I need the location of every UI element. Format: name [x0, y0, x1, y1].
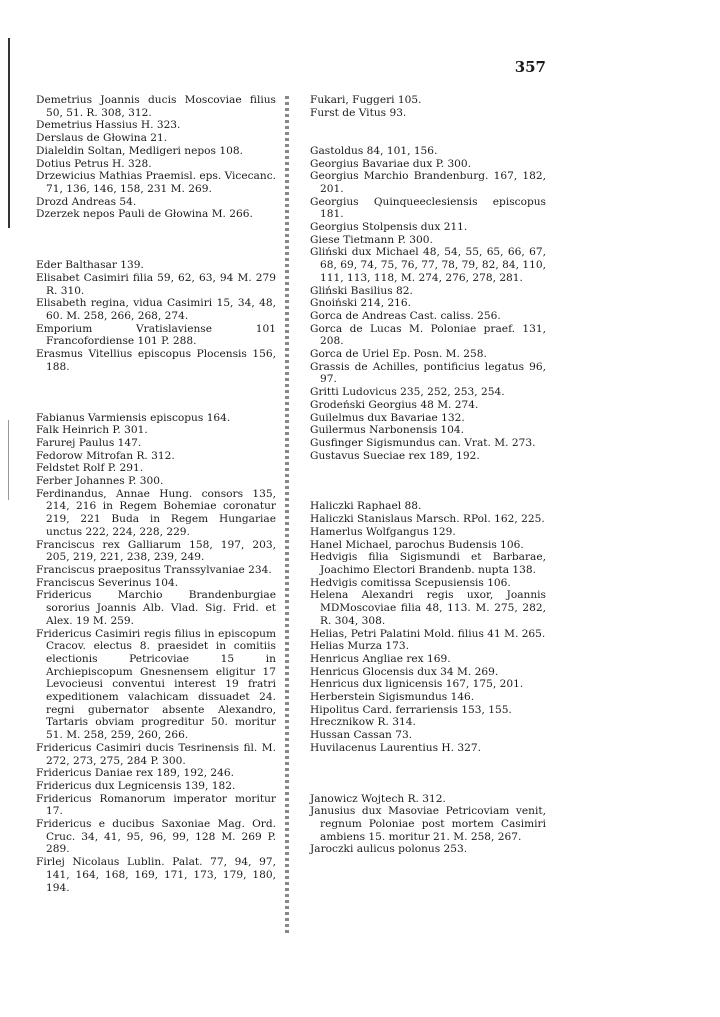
index-entry: Demetrius Hassius H. 323. [36, 119, 181, 132]
index-entry: Haliczki Raphael 88. [310, 500, 422, 513]
index-entry: Hedvigis filia Sigismundi et Barbarae, Joachimo Electori Brandenb. nupta 138. [310, 551, 546, 576]
index-entry: Fridericus Casimiri regis filius in episcopum Cracov. electus 8. praesidet in comitiis electionis Petricoviae 15 in Archiepiscopum Gnesnensem eligitur 17 Levocieusi conventui interest 19 fratri expeditionem valachicam dissuadet 24. regni gubernator absente Alexandro, Tartaris obviam progreditur 50. moritur 51. M. 258, 259, 260, 266. [36, 627, 276, 742]
index-entry: Gusfinger Sigismundus can. Vrat. M. 273. [310, 436, 536, 449]
index-entry: Huvilacenus Laurentius H. 327. [310, 741, 481, 754]
index-entry: Gorca de Andreas Cast. caliss. 256. [310, 309, 501, 322]
index-entry: Eder Balthasar 139. [36, 259, 144, 272]
index-entry: Franciscus rex Galliarum 158, 197, 203, 205, 219, 221, 238, 239, 249. [36, 538, 276, 564]
index-entry: Franciscus Severinus 104. [36, 576, 179, 589]
index-entry: Fedorow Mitrofan R. 312. [36, 449, 175, 462]
index-entry: Hedvigis comitissa Scepusiensis 106. [310, 576, 511, 589]
index-entry: Demetrius Joannis ducis Moscoviae filius 50, 51. R. 308, 312. [36, 94, 276, 119]
index-entry: Jaroczki aulicus polonus 253. [310, 843, 468, 856]
index-entry: Dzerzek nepos Pauli de Głowina M. 266. [36, 208, 253, 221]
index-entry: Ferdinandus, Annae Hung. consors 135, 214, 216 in Regem Bohemiae coronatur 219, 221 Buda in Regem Hungariae unctus 222, 224, 228, 229. [36, 487, 276, 538]
index-entry: Gliński Basilius 82. [310, 284, 413, 297]
index-entry: Fridericus Marchio Brandenburgiae sororius Joannis Alb. Vlad. Sig. Frid. et Alex. 19 M. 259. [36, 589, 276, 627]
index-entry: Henricus dux lignicensis 167, 175, 201. [310, 678, 524, 691]
index-entry: Henricus Angliae rex 169. [310, 652, 451, 665]
section-gap [310, 755, 546, 793]
index-entry: Grassis de Achilles, pontificius legatus 96, 97. [310, 360, 546, 386]
index-entry: Gorca de Uriel Ep. Posn. M. 258. [310, 348, 487, 361]
index-entry: Helias Murza 173. [310, 640, 409, 653]
index-entry: Giese Tietmann P. 300. [310, 233, 433, 246]
index-entry: Dialeldin Soltan, Medligeri nepos 108. [36, 144, 243, 157]
index-entry: Fabianus Varmiensis episcopus 164. [36, 411, 231, 424]
index-entry: Gnoiński 214, 216. [310, 297, 412, 310]
index-entry: Dotius Petrus H. 328. [36, 157, 152, 170]
index-entry: Falk Heinrich P. 301. [36, 424, 148, 437]
index-entry: Janowicz Wojtech R. 312. [310, 792, 446, 805]
index-entry: Fridericus e ducibus Saxoniae Mag. Ord. Cruc. 34, 41, 95, 96, 99, 128 M. 269 P. 289. [36, 818, 276, 856]
index-entry: Herberstein Sigismundus 146. [310, 691, 475, 704]
index-entry: Gastoldus 84, 101, 156. [310, 144, 438, 157]
section-gap [310, 119, 546, 144]
index-entry: Henricus Glocensis dux 34 M. 269. [310, 665, 499, 678]
index-entry: Guilermus Narbonensis 104. [310, 424, 465, 437]
index-entry: Gritti Ludovicus 235, 252, 253, 254. [310, 386, 505, 399]
index-entry: Georgius Quinqueeclesiensis episcopus 181. [310, 195, 546, 221]
index-entry: Gustavus Sueciae rex 189, 192. [310, 449, 480, 462]
index-entry: Furst de Vitus 93. [310, 106, 407, 119]
index-entry: Janusius dux Masoviae Petricoviam venit, regnum Poloniae post mortem Casimiri ambiens 15. moritur 21. M. 258, 267. [310, 805, 546, 843]
index-entry: Drozd Andreas 54. [36, 195, 137, 208]
index-entry: Helena Alexandri regis uxor, Joannis MDMoscoviae filia 48, 113. M. 275, 282, R. 304, 308. [310, 589, 546, 627]
index-entry: Hipolitus Card. ferrariensis 153, 155. [310, 703, 512, 716]
index-entry: Ferber Johannes P. 300. [36, 475, 164, 488]
index-entry: Fridericus Daniae rex 189, 192, 246. [36, 767, 235, 780]
page-number: 357 [514, 58, 546, 76]
section-gap [310, 462, 546, 500]
index-entry: Elisabet Casimiri filia 59, 62, 63, 94 M. 279 R. 310. [36, 271, 276, 297]
index-entry: Georgius Marchio Brandenburg. 167, 182, 201. [310, 170, 546, 195]
section-gap [36, 373, 276, 411]
index-entry: Hamerlus Wolfgangus 129. [310, 525, 456, 538]
index-entry: Erasmus Vitellius episcopus Plocensis 156, 188. [36, 348, 276, 373]
index-entry: Emporium Vratislaviense 101 Francofordiense 101 P. 288. [36, 322, 276, 348]
index-entry: Hanel Michael, parochus Budensis 106. [310, 538, 524, 551]
index-entry: Georgius Bavariae dux P. 300. [310, 157, 472, 170]
index-column-right [310, 94, 546, 856]
index-entry: Grodeński Georgius 48 M. 274. [310, 398, 479, 411]
section-gap [36, 221, 276, 259]
index-entry: Derslaus de Głowina 21. [36, 132, 168, 145]
index-entry: Firlej Nicolaus Lublin. Palat. 77, 94, 97, 141, 164, 168, 169, 171, 173, 179, 180, 194. [36, 856, 276, 894]
index-entry: Fukari, Fuggeri 105. [310, 94, 422, 106]
index-entry: Hrecznikow R. 314. [310, 716, 416, 729]
index-entry: Fridericus Romanorum imperator moritur 17. [36, 792, 276, 818]
index-entry: Gorca de Lucas M. Poloniae praef. 131, 208. [310, 322, 546, 348]
column-divider [285, 96, 289, 934]
index-entry: Drzewicius Mathias Praemisl. eps. Vicecanc. 71, 136, 146, 158, 231 M. 269. [36, 170, 276, 195]
index-entry: Gliński dux Michael 48, 54, 55, 65, 66, 67, 68, 69, 74, 75, 76, 77, 78, 79, 82, 84, 110, 111, 113, 118, M. 274, 276, 278, 281. [310, 246, 546, 284]
index-entry: Feldstet Rolf P. 291. [36, 462, 144, 475]
index-entry: Fridericus Casimiri ducis Tesrinensis fil. M. 272, 273, 275, 284 P. 300. [36, 741, 276, 767]
index-entry: Guilelmus dux Bavariae 132. [310, 411, 465, 424]
index-entry: Haliczki Stanislaus Marsch. RPol. 162, 225. [310, 513, 545, 526]
scan-edge-mark [8, 38, 10, 228]
index-entry: Franciscus praepositus Transsylvaniae 234. [36, 563, 272, 576]
index-entry: Farurej Paulus 147. [36, 436, 142, 449]
index-entry: Helias, Petri Palatini Mold. filius 41 M. 265. [310, 627, 546, 640]
scan-edge-mark [8, 420, 9, 500]
index-entry: Fridericus dux Legnicensis 139, 182. [36, 779, 236, 792]
index-entry: Georgius Stolpensis dux 211. [310, 221, 468, 234]
index-column-left [36, 94, 276, 894]
index-entry: Hussan Cassan 73. [310, 729, 413, 742]
index-entry: Elisabeth regina, vidua Casimiri 15, 34, 48, 60. M. 258, 266, 268, 274. [36, 297, 276, 322]
